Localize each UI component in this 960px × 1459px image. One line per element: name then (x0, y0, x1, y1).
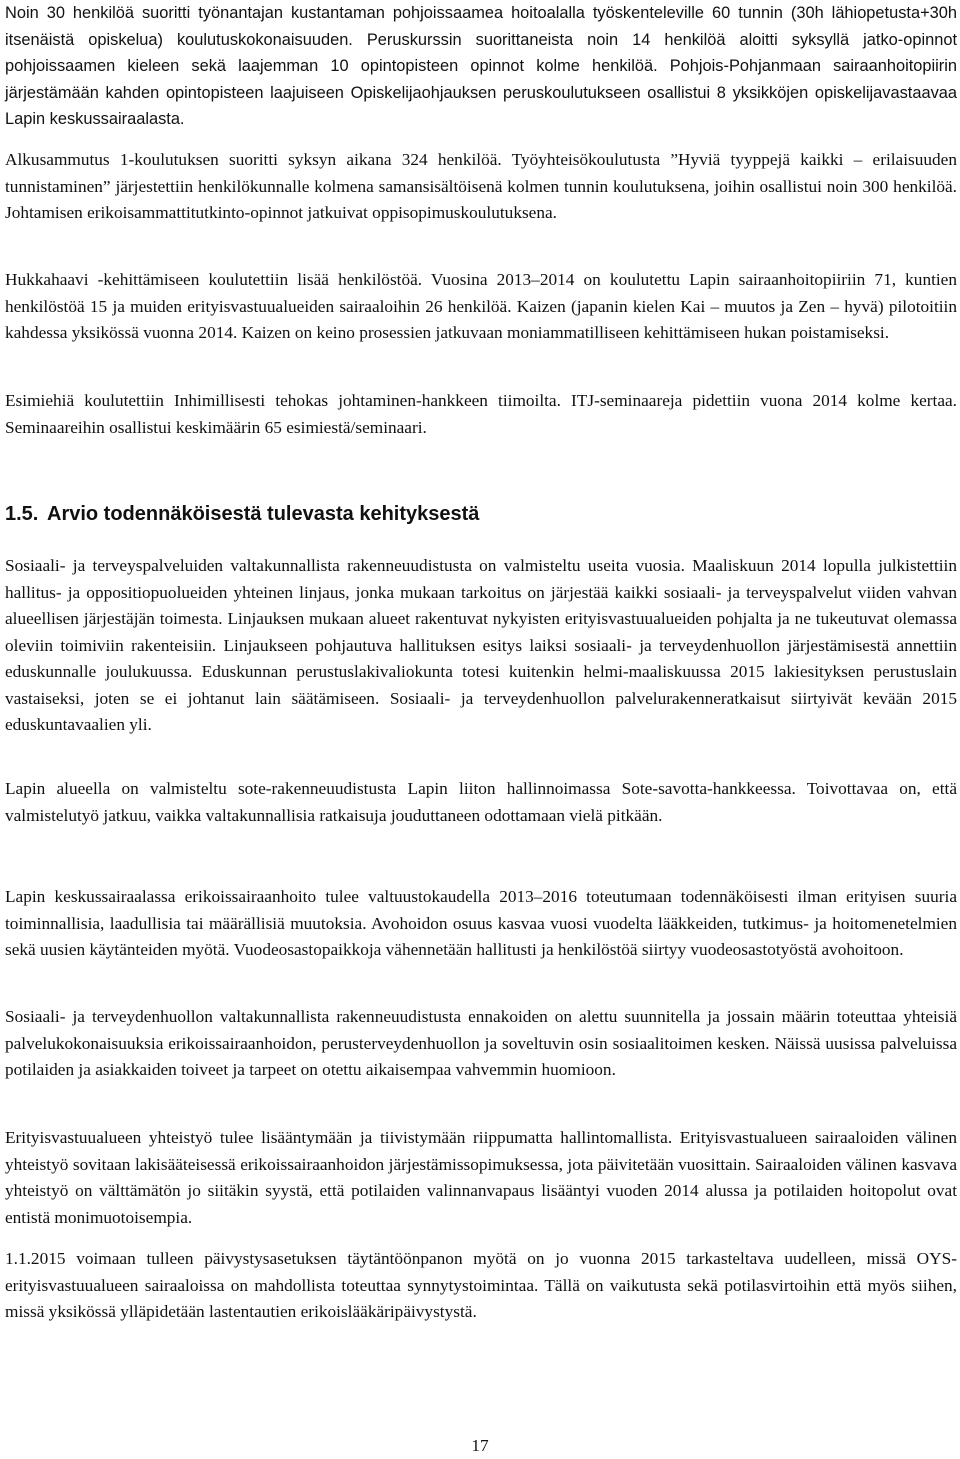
paragraph-lapland-sote: Lapin alueella on valmisteltu sote-rakenneuudistusta Lapin liiton hallinnoimassa Sote-savotta-hankkeessa. Toivottavaa on, että valmistelutyö jatkuu, vaikka valtakunnallisia ratkaisuja jouduttaneen odottamaan vielä pitkään. (5, 779, 957, 825)
section-heading (5, 501, 479, 527)
section-number: 1.5. (5, 503, 39, 525)
paragraph-emergency-decree: 1.1.2015 voimaan tulleen päivystysasetuksen täytäntöönpanon myötä on jo vuonna 2015 tarkasteltava uudelleen, missä OYS-erityisvastuualueen sairaaloissa on mahdollista toteuttaa synnytystoimintaa. Tällä on vaikutusta sekä potilasvirtoihin että myös siihen, missä yksikössä ylläpidetään lastentautien erikoislääkäripäivystystä. (5, 1249, 957, 1321)
page-number: 17 (471, 1436, 489, 1455)
paragraph-kaizen-training: Hukkahaavi -kehittämiseen koulutettiin lisää henkilöstöä. Vuosina 2013–2014 on koulutettu Lapin sairaanhoitopiiriin 71, kuntien henkilöstöä 15 ja muiden erityisvastuualueiden sairaaloihin 26 henkilöä. Kaizen (japanin kielen Kai – muutos ja Zen – hyvä) pilotoitiin kahdessa yksikössä vuonna 2014. Kaizen on keino prosessien jatkuvaan moniammatilliseen kehittämiseen hukan poistamiseksi. (5, 270, 957, 342)
paragraph-fire-safety-training: Alkusammutus 1-koulutuksen suoritti syksyn aikana 324 henkilöä. Työyhteisökoulutusta ”Hyviä tyyppejä kaikki – erilaisuuden tunnistaminen” järjestettiin henkilökunnalle kolmena samansisältöisenä kolmen tunnin koulutuksena, joihin osallistui noin 300 henkilöä. Johtamisen erikoisammattitutkinto-opinnot jatkuivat oppisopimuskoulutuksena. (5, 150, 957, 222)
section-title: Arvio todennäköisestä tulevasta kehityksestä (47, 503, 480, 525)
paragraph-manager-training: Esimiehiä koulutettiin Inhimillisesti tehokas johtaminen-hankkeen tiimoilta. ITJ-seminaareja pidettiin vuona 2014 kolme kertaa. Seminaareihin osallistui keskimäärin 65 esimiestä/seminaari. (5, 391, 957, 437)
paragraph-central-hospital: Lapin keskussairaalassa erikoissairaanhoito tulee valtuustokaudella 2013–2016 toteutumaan todennäköisesti ilman erityisen suuria toiminnallisia, laadullisia tai määrällisiä muutoksia. Avohoidon osuus kasvaa vuosi vuodelta lääkkeiden, tutkimus- ja hoitomenetelmien sekä uusien käytänteiden myötä. Vuodeosastopaikkoja vähennetään hallitusti ja henkilöstöä siirtyy vuodeosastotyöstä avohoitoon. (5, 887, 957, 959)
paragraph-language-training: Noin 30 henkilöä suoritti työnantajan kustantaman pohjoissaamea hoitoalalla työskenteleville 60 tunnin (30h lähiopetusta+30h itsenäistä opiskelua) koulutuskokonaisuuden. Peruskurssin suorittaneista noin 14 henkilöä aloitti syksyllä jatko-opinnot pohjoissaamen kieleen sekä laajemman 10 opintopisteen opinnot kolme henkilöä. Pohjois-Pohjanmaan sairaanhoitopiirin järjestämään kahden opintopisteen laajuiseen Opiskelijaohjauksen peruskoulutukseen osallistui 8 yksikköjen opiskelijavastaavaa Lapin keskussairaalasta. (5, 4, 957, 128)
paragraph-service-integration: Sosiaali- ja terveydenhuollon valtakunnallista rakenneuudistusta ennakoiden on alettu suunnitella ja jossain määrin toteuttaa yhteisiä palvelukokonaisuuksia erikoissairaanhoidon, perusterveydenhuollon ja soveltuvin osin sosiaalitoimen kesken. Näissä uusissa palveluissa potilaiden ja asiakkaiden toiveet ja tarpeet on otettu aikaisempaa vahvemmin huomioon. (5, 1007, 957, 1079)
paragraph-catchment-cooperation: Erityisvastuualueen yhteistyö tulee lisääntymään ja tiivistymään riippumatta hallintomallista. Erityisvastualueen sairaaloiden välinen yhteistyö sovitaan lakisääteisessä erikoissairaanhoidon järjestämissopimuksessa, jota päivitetään vuosittain. Sairaaloiden välinen kasvava yhteistyö on välttämätön jo siitäkin syystä, että potilaiden valinnanvapaus lisääntyi vuoden 2014 alussa ja potilaiden hoitopolut ovat entistä monimuotoisempia. (5, 1128, 957, 1227)
paragraph-sote-reform: Sosiaali- ja terveyspalveluiden valtakunnallista rakenneuudistusta on valmisteltu useita vuosia. Maaliskuun 2014 lopulla julkistettiin hallitus- ja oppositiopuolueiden yhteinen linjaus, jonka mukaan tarkoitus on järjestää kaikki sosiaali- ja terveyspalvelut viiden vahvan alueellisen järjestäjän toimesta. Linjauksen mukaan alueet rakentuvat nykyisten erityisvastuualueiden pohjalta ja ne tukeutuvat olemassa oleviin toimiviin rakenteisiin. Linjaukseen pohjautuva hallituksen esitys laiksi sosiaali- ja terveydenhuollon järjestämisestä annettiin eduskunnalle joulukuussa. Eduskunnan perustuslakivaliokunta totesi kuitenkin helmi-maaliskuussa 2015 lakiesityksen perustuslain vastaiseksi, joten se ei johtanut lain säätämiseen. Sosiaali- ja terveydenhuollon palvelurakenneratkaisut siirtyivät kevään 2015 eduskuntavaalien yli. (5, 556, 957, 734)
